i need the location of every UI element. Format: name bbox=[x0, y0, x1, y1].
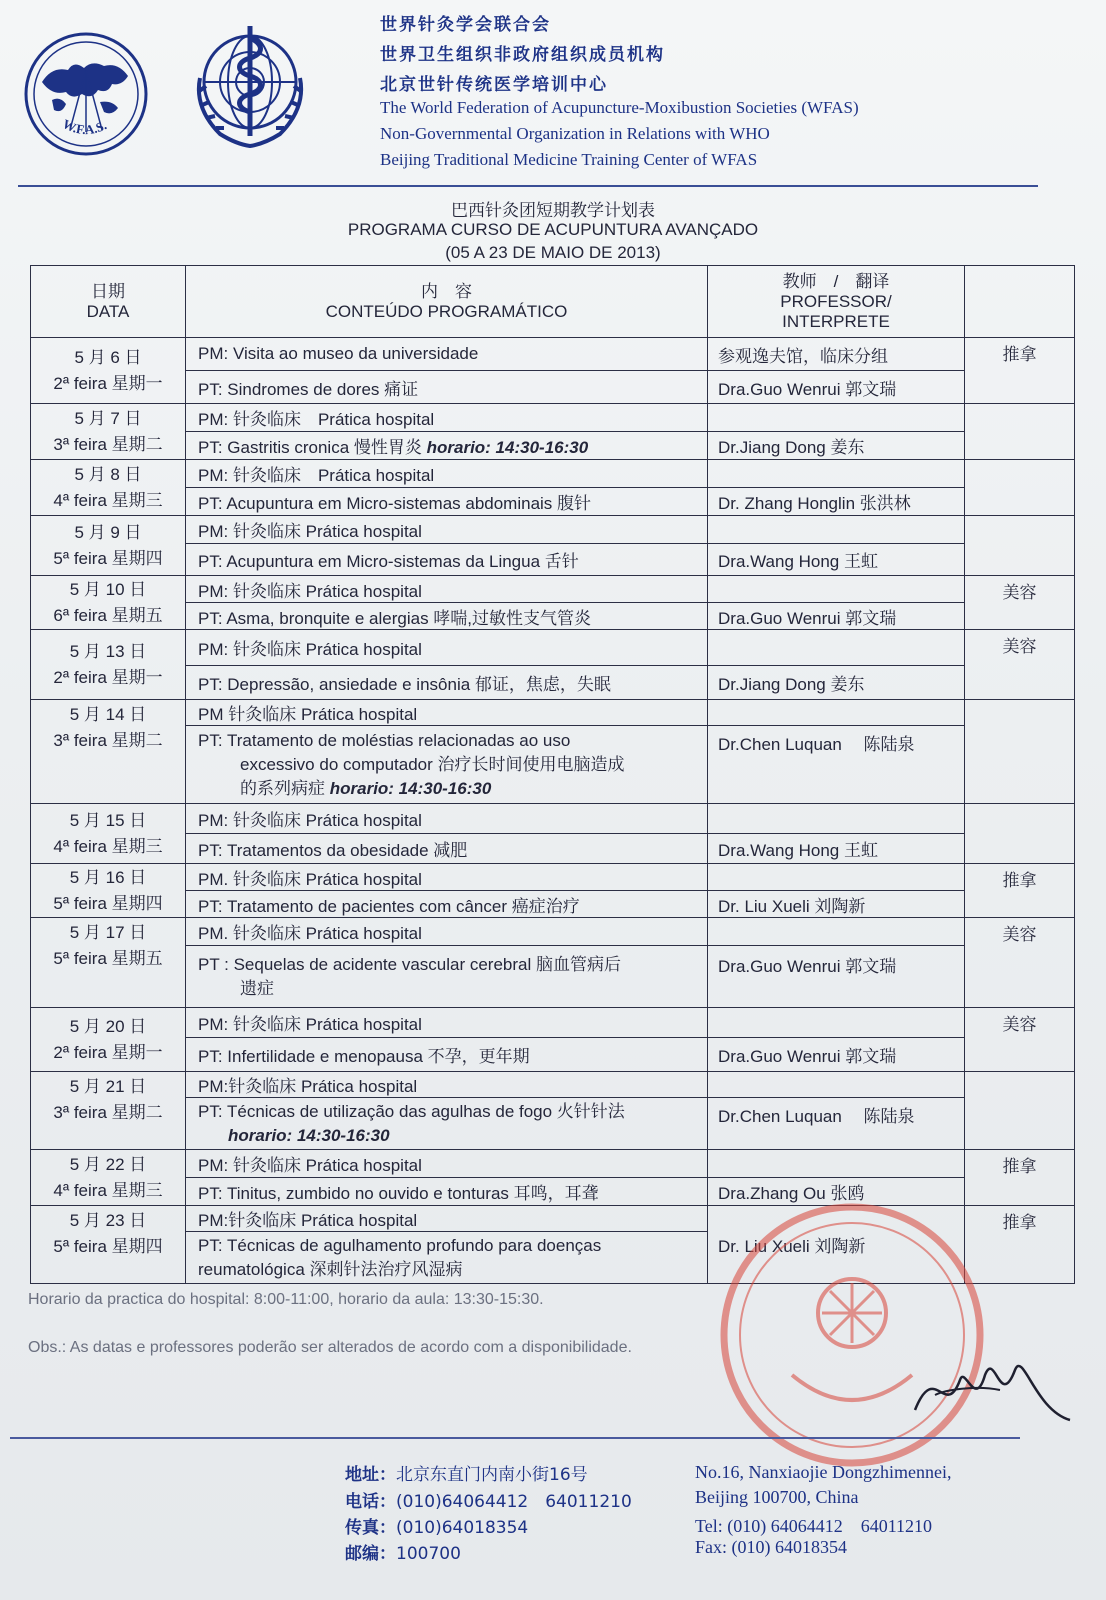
pt-professor: Dr. Liu Xueli 刘陶新 bbox=[708, 891, 965, 918]
table-header-row bbox=[31, 266, 1075, 338]
pm-content: PM. 针灸临床 Prática hospital bbox=[186, 864, 708, 891]
extra-cell: 推拿 bbox=[965, 1150, 1075, 1206]
table-row bbox=[31, 404, 1075, 432]
header-professor: 教师 / 翻译 PROFESSOR/ INTERPRETE bbox=[708, 266, 965, 338]
header-content: 内 容 CONTEÚDO PROGRAMÁTICO bbox=[186, 266, 708, 338]
pt-content: PT: Acupuntura em Micro-sistemas abdominais 腹针 bbox=[186, 488, 708, 516]
date-cell: 5 月 22 日 4ª feira 星期三 bbox=[31, 1150, 186, 1206]
pm-professor bbox=[708, 1150, 965, 1178]
extra-cell bbox=[965, 404, 1075, 460]
pt-professor: Dr.Chen Luquan 陈陆泉 bbox=[708, 726, 965, 804]
pm-content: PM: 针灸临床 Prática hospital bbox=[186, 404, 708, 432]
pt-professor: Dra.Guo Wenrui 郭文瑞 bbox=[708, 1038, 965, 1072]
pt-content: PT: Técnicas de utilização das agulhas de fogo 火针针法 horario: 14:30-16:30 bbox=[186, 1098, 708, 1150]
pt-content: PT: Infertilidade e menopausa 不孕，更年期 bbox=[186, 1038, 708, 1072]
time-note: horario: 14:30-16:30 bbox=[228, 1125, 390, 1145]
org-name-cn-2: 世界卫生组织非政府组织成员机构 bbox=[380, 45, 665, 65]
org-name-en-3: Beijing Traditional Medicine Training Center of WFAS bbox=[380, 150, 758, 169]
address-en-2: Beijing 100700, China bbox=[695, 1487, 859, 1507]
footer-divider bbox=[10, 1437, 1020, 1439]
zipcode-cn: 邮编：100700 bbox=[345, 1544, 461, 1564]
pt-content: PT: Acupuntura em Micro-sistemas da Lingua 舌针 bbox=[186, 544, 708, 576]
date-cell: 5 月 10 日 6ª feira 星期五 bbox=[31, 576, 186, 630]
pm-professor bbox=[708, 804, 965, 834]
pm-content: PM: Visita ao museo da universidade bbox=[186, 338, 708, 371]
pt-content: PT: Tratamento de moléstias relacionadas ao uso excessivo do computador 治疗长时间使用电脑造成 的系列病症 horario: 14:30-16:30 bbox=[186, 726, 708, 804]
extra-cell: 推拿 bbox=[965, 338, 1075, 404]
pm-content: PM:针灸临床 Prática hospital bbox=[186, 1072, 708, 1098]
table-row bbox=[31, 946, 1075, 1008]
table-row bbox=[31, 630, 1075, 666]
header-extra bbox=[965, 266, 1075, 338]
table-row bbox=[31, 603, 1075, 630]
address-cn: 地址：北京东直门内南小街16号 bbox=[345, 1465, 588, 1485]
extra-cell bbox=[965, 700, 1075, 804]
pt-content: PT: Tratamento de pacientes com câncer 癌症治疗 bbox=[186, 891, 708, 918]
date-cell: 5 月 14 日 3ª feira 星期二 bbox=[31, 700, 186, 804]
pm-professor bbox=[708, 918, 965, 946]
official-seal-icon bbox=[712, 1195, 992, 1475]
phone-en: Tel: (010) 64064412 64011210 bbox=[695, 1516, 933, 1536]
pt-professor: Dr. Liu Xueli 刘陶新 bbox=[708, 1206, 965, 1284]
pm-professor bbox=[708, 516, 965, 544]
fax-en: Fax: (010) 64018354 bbox=[695, 1537, 847, 1557]
table-row bbox=[31, 576, 1075, 603]
pm-professor bbox=[708, 404, 965, 432]
title-pt: PROGRAMA CURSO DE ACUPUNTURA AVANÇADO bbox=[347, 220, 759, 239]
date-cell: 5 月 21 日 3ª feira 星期二 bbox=[31, 1072, 186, 1150]
pt-professor: Dr.Chen Luquan 陈陆泉 bbox=[708, 1098, 965, 1150]
header-date: 日期 DATA bbox=[31, 266, 186, 338]
pt-content: PT: Tratamentos da obesidade 减肥 bbox=[186, 834, 708, 864]
extra-cell: 美容 bbox=[965, 630, 1075, 700]
date-cell: 5 月 6 日 2ª feira 星期一 bbox=[31, 338, 186, 404]
pm-professor bbox=[708, 630, 965, 666]
title-cn: 巴西针灸团短期教学计划表 bbox=[451, 201, 655, 220]
observation-note: Obs.: As datas e professores poderão ser alterados de acordo com a disponibilidade. bbox=[28, 1339, 632, 1356]
pm-professor bbox=[708, 576, 965, 603]
phone-cn: 电话：(010)64064412 64011210 bbox=[345, 1492, 632, 1512]
pm-content: PM:针灸临床 Prática hospital bbox=[186, 1206, 708, 1232]
pm-content: PM 针灸临床 Prática hospital bbox=[186, 700, 708, 726]
date-cell: 5 月 9 日 5ª feira 星期四 bbox=[31, 516, 186, 576]
table-row bbox=[31, 338, 1075, 371]
date-cell: 5 月 8 日 4ª feira 星期三 bbox=[31, 460, 186, 516]
table-row bbox=[31, 1008, 1075, 1038]
pm-content: PM: 针灸临床 Prática hospital bbox=[186, 1008, 708, 1038]
pm-professor: 参观逸夫馆，临床分组 bbox=[708, 338, 965, 371]
pm-professor bbox=[708, 864, 965, 891]
table-row bbox=[31, 700, 1075, 726]
table-row bbox=[31, 371, 1075, 404]
schedule-table bbox=[30, 265, 1075, 1284]
hours-note: Horario da practica do hospital: 8:00-11:00, horario da aula: 13:30-15:30. bbox=[28, 1291, 544, 1308]
pm-content: PM: 针灸临床 Prática hospital bbox=[186, 516, 708, 544]
table-row bbox=[31, 666, 1075, 700]
table-row bbox=[31, 918, 1075, 946]
date-cell: 5 月 15 日 4ª feira 星期三 bbox=[31, 804, 186, 864]
table-row bbox=[31, 1038, 1075, 1072]
extra-cell: 推拿 bbox=[965, 1206, 1075, 1284]
table-row bbox=[31, 864, 1075, 891]
date-cell: 5 月 20 日 2ª feira 星期一 bbox=[31, 1008, 186, 1072]
date-cell: 5 月 7 日 3ª feira 星期二 bbox=[31, 404, 186, 460]
org-name-en-2: Non-Governmental Organization in Relations with WHO bbox=[380, 124, 770, 143]
time-note: horario: 14:30-16:30 bbox=[426, 438, 589, 457]
pm-content: PM: 针灸临床 Prática hospital bbox=[186, 460, 708, 488]
fax-cn: 传真：(010)64018354 bbox=[345, 1518, 529, 1538]
extra-cell bbox=[965, 804, 1075, 864]
table-row bbox=[31, 1150, 1075, 1178]
table-row bbox=[31, 432, 1075, 460]
time-note: horario: 14:30-16:30 bbox=[329, 778, 492, 798]
extra-cell: 推拿 bbox=[965, 864, 1075, 918]
pm-content: PM. 针灸临床 Prática hospital bbox=[186, 918, 708, 946]
pt-content: PT: Depressão, ansiedade e insônia 郁证，焦虑，失眠 bbox=[186, 666, 708, 700]
extra-cell: 美容 bbox=[965, 918, 1075, 1008]
extra-cell bbox=[965, 460, 1075, 516]
extra-cell: 美容 bbox=[965, 576, 1075, 630]
pt-professor: Dra.Wang Hong 王虹 bbox=[708, 834, 965, 864]
who-logo-icon bbox=[180, 18, 320, 152]
pm-content: PM: 针灸临床 Prática hospital bbox=[186, 630, 708, 666]
address-en-1: No.16, Nanxiaojie Dongzhimennei, bbox=[695, 1462, 952, 1482]
wfas-logo-icon bbox=[22, 30, 150, 158]
table-row bbox=[31, 460, 1075, 488]
extra-cell bbox=[965, 1072, 1075, 1150]
pm-professor bbox=[708, 460, 965, 488]
pt-professor: Dr.Jiang Dong 姜东 bbox=[708, 666, 965, 700]
table-row bbox=[31, 544, 1075, 576]
org-name-en-1: The World Federation of Acupuncture-Moxibustion Societies (WFAS) bbox=[380, 98, 859, 117]
table-row bbox=[31, 1072, 1075, 1098]
date-cell: 5 月 16 日 5ª feira 星期四 bbox=[31, 864, 186, 918]
pt-content: PT: Sindromes de dores 痛证 bbox=[186, 371, 708, 404]
pm-content: PM: 针灸临床 Prática hospital bbox=[186, 804, 708, 834]
table-row bbox=[31, 488, 1075, 516]
wfas-logo-text: W.F.A.S. bbox=[60, 116, 109, 138]
extra-cell bbox=[965, 516, 1075, 576]
header-divider bbox=[18, 185, 1038, 187]
date-cell: 5 月 23 日 5ª feira 星期四 bbox=[31, 1206, 186, 1284]
signature-icon bbox=[905, 1340, 1075, 1430]
pm-content: PM: 针灸临床 Prática hospital bbox=[186, 1150, 708, 1178]
table-row bbox=[31, 834, 1075, 864]
date-cell: 5 月 13 日 2ª feira 星期一 bbox=[31, 630, 186, 700]
org-name-cn-3: 北京世针传统医学培训中心 bbox=[380, 75, 608, 95]
svg-text:W.F.A.S. bbox=[60, 116, 109, 137]
extra-cell: 美容 bbox=[965, 1008, 1075, 1072]
pm-professor bbox=[708, 1072, 965, 1098]
title-period: (05 A 23 DE MAIO DE 2013) bbox=[445, 243, 661, 262]
pt-content: PT: Asma, bronquite e alergias 哮喘,过敏性支气管炎 bbox=[186, 603, 708, 630]
pt-professor: Dr. Zhang Honglin 张洪林 bbox=[708, 488, 965, 516]
table-row bbox=[31, 726, 1075, 804]
table-row bbox=[31, 804, 1075, 834]
pt-professor: Dr.Jiang Dong 姜东 bbox=[708, 432, 965, 460]
pm-professor bbox=[708, 1008, 965, 1038]
pt-professor: Dra.Wang Hong 王虹 bbox=[708, 544, 965, 576]
pt-professor: Dra.Zhang Ou 张鸥 bbox=[708, 1178, 965, 1206]
pt-professor: Dra.Guo Wenrui 郭文瑞 bbox=[708, 371, 965, 404]
table-row bbox=[31, 891, 1075, 918]
table-row bbox=[31, 516, 1075, 544]
pt-content: PT: Gastritis cronica 慢性胃炎 horario: 14:30-16:30 bbox=[186, 432, 708, 460]
pt-professor: Dra.Guo Wenrui 郭文瑞 bbox=[708, 946, 965, 1008]
pm-content: PM: 针灸临床 Prática hospital bbox=[186, 576, 708, 603]
pm-professor bbox=[708, 700, 965, 726]
table-row bbox=[31, 1098, 1075, 1150]
pt-content: PT: Técnicas de agulhamento profundo para doenças reumatológica 深刺针法治疗风湿病 bbox=[186, 1232, 708, 1284]
date-cell: 5 月 17 日 5ª feira 星期五 bbox=[31, 918, 186, 1008]
pt-content: PT: Tinitus, zumbido no ouvido e tonturas 耳鸣，耳聋 bbox=[186, 1178, 708, 1206]
pt-professor: Dra.Guo Wenrui 郭文瑞 bbox=[708, 603, 965, 630]
org-name-cn-1: 世界针灸学会联合会 bbox=[380, 15, 551, 35]
pt-content: PT : Sequelas de acidente vascular cerebral 脑血管病后 遗症 bbox=[186, 946, 708, 1008]
